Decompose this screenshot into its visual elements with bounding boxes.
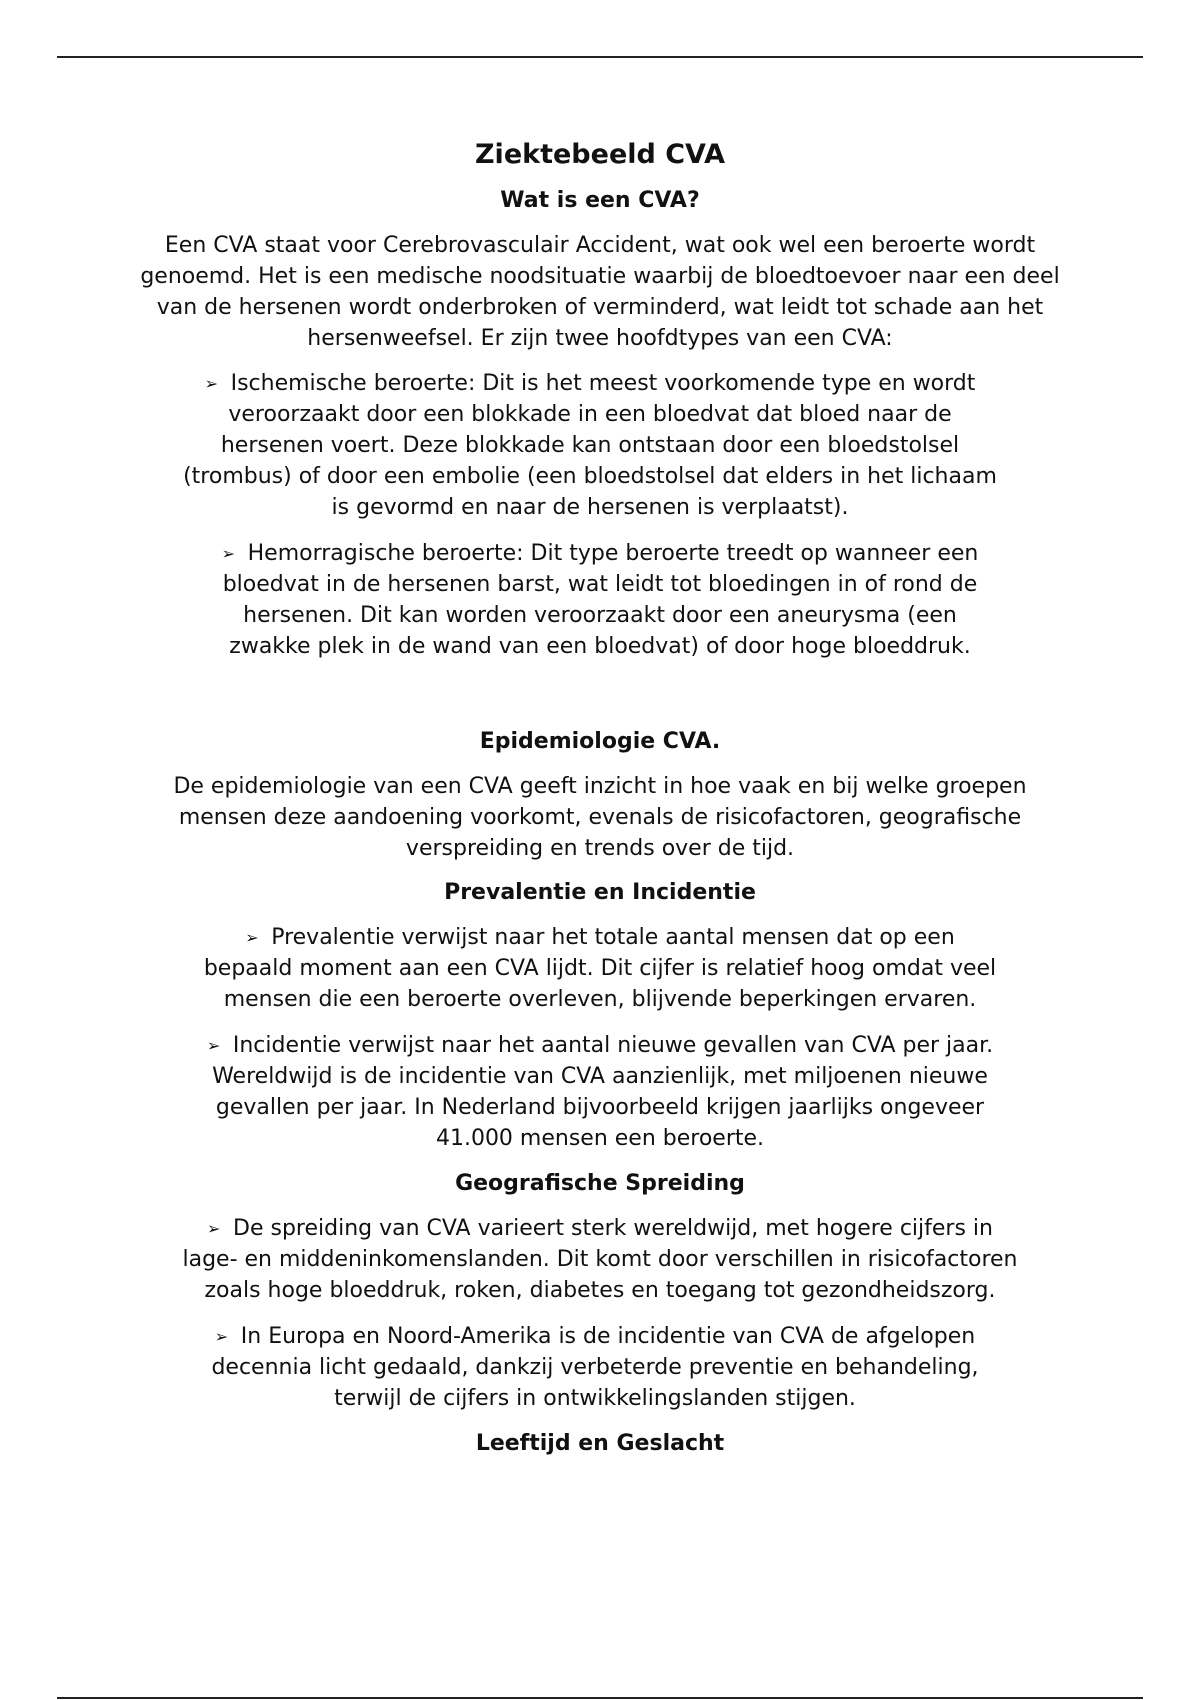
document-body [140,138,1060,1473]
heading-prevalence-incidence: Prevalentie en Incidentie [444,880,756,905]
heading-geographic-spread: Geografische Spreiding [455,1171,745,1196]
list-item [140,538,1060,662]
arrow-bullet-icon: ➢ [204,374,218,393]
list-item-text: Incidentie verwijst naar het aantal nieuwe gevallen van CVA per jaar. Wereldwijd is de incidentie van CVA aanzienlijk, met miljoenen nieuwe gevallen per jaar. In Nederland bijvoorbeeld krijgen jaarlijks ongeveer 41.000 mensen een beroerte. [212,1033,994,1151]
heading-what-is-cva: Wat is een CVA? [500,188,700,213]
heading-epidemiology: Epidemiologie CVA. [479,729,721,754]
list-item [140,1321,1060,1414]
list-item-text: In Europa en Noord-Amerika is de incidentie van CVA de afgelopen decennia licht gedaald, dankzij verbeterde preventie en behandeling, terwijl de cijfers in ontwikkelingslanden stijgen. [211,1324,979,1411]
heading-age-sex: Leeftijd en Geslacht [475,1431,725,1456]
paragraph-what-is-cva: Een CVA staat voor Cerebrovasculair Accident, wat ook wel een beroerte wordt genoemd. Het is een medische noodsituatie waarbij de bloedtoevoer naar een deel van de hersenen wordt onderbroken of verminderd, wat leidt tot schade aan het hersenweefsel. Er zijn twee hoofdtypes van een CVA: [140,233,1060,351]
list-item-text: Ischemische beroerte: Dit is het meest voorkomende type en wordt veroorzaakt door een blokkade in een bloedvat dat bloed naar de hersenen voert. Deze blokkade kan ontstaan door een bloedstolsel (trombus) of door een embolie (een bloedstolsel dat elders in het lichaam is gevormd en naar de hersenen is verplaatst). [183,371,997,520]
list-item [140,368,1060,523]
list-item-text: Prevalentie verwijst naar het totale aantal mensen dat op een bepaald moment aan een CVA lijdt. Dit cijfer is relatief hoog omdat veel mensen die een beroerte overleven, blijvende beperkingen ervaren. [203,925,997,1012]
footer-rule [57,1697,1143,1699]
arrow-bullet-icon: ➢ [214,1327,229,1346]
paragraph-epidemiology: De epidemiologie van een CVA geeft inzicht in hoe vaak en bij welke groepen mensen deze aandoening voorkomt, evenals de risicofactoren, geografische verspreiding en trends over de tijd. [173,774,1027,861]
list-item [140,1213,1060,1306]
arrow-bullet-icon: ➢ [207,1219,221,1238]
list-item-text: Hemorragische beroerte: Dit type beroerte treedt op wanneer een bloedvat in de hersenen barst, wat leidt tot bloedingen in of rond de hersenen. Dit kan worden veroorzaakt door een aneurysma (een zwakke plek in de wand van een bloedvat) of door hoge bloeddruk. [222,541,979,659]
page-title: Ziektebeeld CVA [474,139,726,170]
arrow-bullet-icon: ➢ [245,928,259,947]
arrow-bullet-icon: ➢ [221,544,236,563]
header-rule [57,56,1143,58]
arrow-bullet-icon: ➢ [206,1036,221,1055]
section-spacer [140,677,1060,727]
list-item [140,1030,1060,1154]
list-item-text: De spreiding van CVA varieert sterk wereldwijd, met hogere cijfers in lage- en middeninkomenslanden. Dit komt door verschillen in risicofactoren zoals hoge bloeddruk, roken, diabetes en toegang tot gezondheidszorg. [182,1216,1018,1303]
list-item [140,922,1060,1015]
